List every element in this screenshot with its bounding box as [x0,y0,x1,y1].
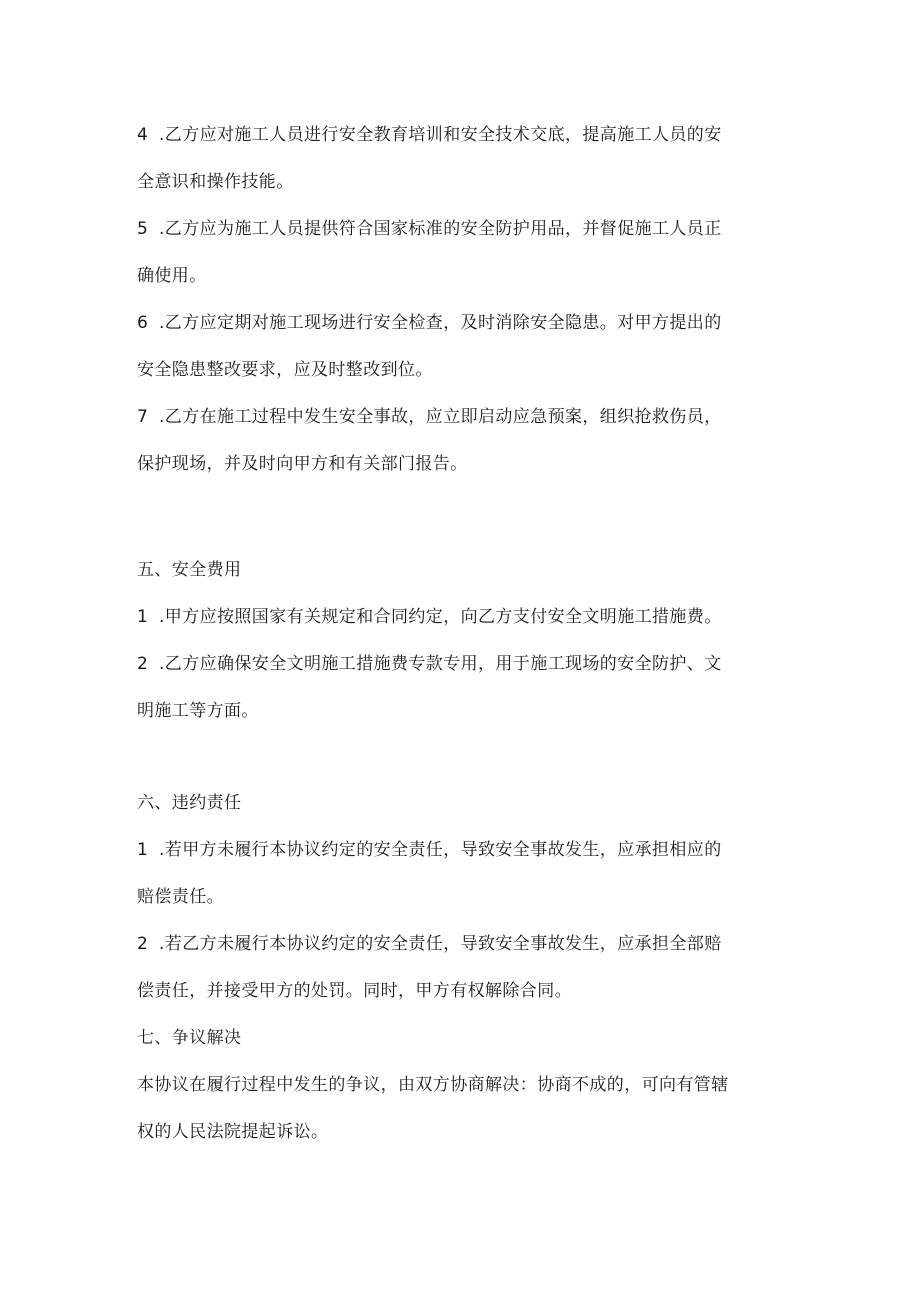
s6-clause-2-line-2: 偿责任，并接受甲方的处罚。同时，甲方有权解除合同。 [137,981,572,1001]
clause-4-line-1 [137,112,777,159]
clause-number: 7 [137,407,149,427]
section-4-continued [137,112,777,488]
clause-5-line-2: 确使用。 [137,266,207,286]
s7-text-line-1: 本协议在履行过程中发生的争议，由双方协商解决：协商不成的，可向有管辖 [137,1075,729,1095]
section-7-heading: 七、争议解决 [137,1028,242,1048]
s6-clause-1-line-2: 赔偿责任。 [137,887,224,907]
clause-number: 1 [137,607,149,627]
s5-clause-1-line-1 [137,594,777,641]
clause-6-line-1 [137,300,777,347]
s5-clause-2-line-2: 明施工等方面。 [137,701,259,721]
clause-7-line-1 [137,394,777,441]
clause-text: .乙方应定期对施工现场进行安全检查，及时消除安全隐患。对甲方提出的 [159,313,722,333]
clause-4-line-2: 全意识和操作技能。 [137,172,294,192]
clause-text: .若乙方未履行本协议约定的安全责任，导致安全事故发生，应承担全部赔 [159,934,722,954]
clause-number: 1 [137,840,149,860]
clause-6-line-2: 安全隐患整改要求，应及时整改到位。 [137,360,433,380]
clause-text: .乙方应确保安全文明施工措施费专款专用，用于施工现场的安全防护、文 [159,654,722,674]
clause-text: .乙方应对施工人员进行安全教育培训和安全技术交底，提高施工人员的安 [159,125,722,145]
clause-text: .甲方应按照国家有关规定和合同约定，向乙方支付安全文明施工措施费。 [159,607,722,627]
section-6-7 [137,780,777,1156]
s6-clause-1-line-1 [137,827,777,874]
clause-number: 6 [137,313,149,333]
clause-number: 5 [137,219,149,239]
clause-5-line-1 [137,206,777,253]
s5-clause-2-line-1 [137,641,777,688]
clause-text: .若甲方未履行本协议约定的安全责任，导致安全事故发生，应承担相应的 [159,840,722,860]
clause-7-line-2: 保护现场，并及时向甲方和有关部门报告。 [137,454,468,474]
clause-number: 2 [137,934,149,954]
clause-text: .乙方应为施工人员提供符合国家标准的安全防护用品，并督促施工人员正 [159,219,722,239]
section-5-safety-costs [137,547,777,735]
section-5-heading: 五、安全费用 [137,560,242,580]
clause-number: 4 [137,125,149,145]
s6-clause-2-line-1 [137,921,777,968]
s7-text-line-2: 权的人民法院提起诉讼。 [137,1122,329,1142]
section-6-heading: 六、违约责任 [137,793,242,813]
clause-number: 2 [137,654,149,674]
clause-text: .乙方在施工过程中发生安全事故，应立即启动应急预案，组织抢救伤员， [159,407,722,427]
